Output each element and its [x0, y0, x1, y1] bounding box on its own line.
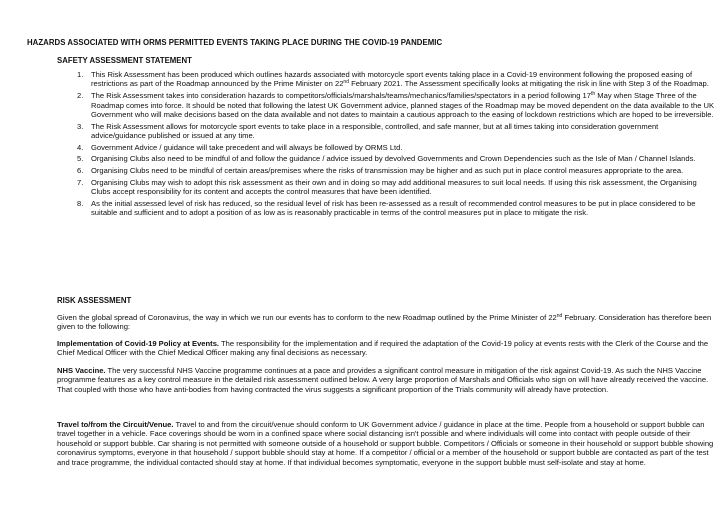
- risk-assessment-heading: RISK ASSESSMENT: [57, 296, 132, 305]
- list-item: 8. As the initial assessed level of risk has reduced, so the residual level of risk has been re-assessed as a result of recommended control measures to be put in place considered to be suitable and sufficient and to adopt a position of as low as is reasonably practicable in terms of the control measures put in place to mitigate the risk.: [77, 198, 696, 218]
- list-item: 3. The Risk Assessment allows for motorcycle sport events to take place in a responsible, controlled, and safe manner, but at all times taking into consideration government advice/guidance published or issued at any time.: [77, 121, 659, 141]
- section-heading: Travel to/from the Circuit/Venue.: [57, 420, 174, 429]
- nhs-vaccine-section: NHS Vaccine. The very successful NHS Vaccine programme continues at a pace and provides a significant control measure in mitigation of the risk against Covid-19. As such the NHS Vaccine programme features as a key control measure in the detailed risk assessment outlined below. A very large proportion of Marshals and Officials who sign on will have already received the vaccine. That coupled with those who have anti-bodies from having contracted the virus suggests a significant proportion of the Trials community will already have protection.: [57, 366, 709, 394]
- list-item: 6. Organising Clubs need to be mindful of certain areas/premises where the risks of transmission may be higher and as such put in place control measures appropriate to the area.: [77, 166, 684, 176]
- list-item: 4. Government Advice / guidance will take precedent and will always be followed by ORMS Ltd.: [77, 142, 403, 152]
- list-item: 7. Organising Clubs may wish to adopt this risk assessment as their own and in doing so may add additional measures to suit local needs. If using this risk assessment, the Organising Clubs accept responsibility for its content and accepts the control measures that have been identified.: [77, 177, 697, 197]
- document-title: HAZARDS ASSOCIATED WITH ORMS PERMITTED EVENTS TAKING PLACE DURING THE COVID-19 PANDEMIC: [27, 38, 443, 47]
- travel-section: Travel to/from the Circuit/Venue. Travel to and from the circuit/venue should conform to UK Government advice / guidance in place at the time. People from a household or support bubble can travel together in a vehicle. Face coverings should be worn in a confined space where social distancing isn't possible and where individuals will come into contact with people outside of their household or support bubble. Car sharing is not permitted with someone outside of a household or support bubble. Competitors / Officials or someone in their household or support bubble showing coronavirus symptoms, everyone in that household / support bubble should stay at home. If a competitor / official or a member of the household or support bubble are contacted as part of the test and trace programme, the individual contacted should stay at home. If that individual becomes symptomatic, everyone in the support bubble must self-isolate and stay at home.: [57, 420, 714, 467]
- covid-policy-section: Implementation of Covid-19 Policy at Events. The responsibility for the implementation and if required the adaptation of the Covid-19 policy at events rests with the Clerk of the Course and the Chief Medical Officer with the Chief Medical Officer making any final decisions as necessary.: [57, 339, 709, 358]
- intro-paragraph: Given the global spread of Coronavirus, the way in which we run our events has to conform to the new Roadmap outlined by the Prime Minister of 22nd February. Consideration has therefore been given to the following:: [57, 313, 712, 332]
- statement-list: [77, 70, 715, 220]
- section-heading: Implementation of Covid-19 Policy at Events.: [57, 339, 220, 348]
- list-item: 2. The Risk Assessment takes into consideration hazards to competitors/officials/marshals/teams/mechanics/families/spectators in a period following 17th May when Stage Three of the Roadmap comes into force. It should be noted that following the latest UK Government advice, planned stages of the Roadmap may be moved dependent on the data available to the UK Government who will make decisions based on the data available and not dates to maintain a cautious approach to the easing of lockdown restrictions which are hoped to be irreversible.: [77, 91, 715, 119]
- section-heading: NHS Vaccine.: [57, 366, 106, 375]
- list-item: 5. Organising Clubs also need to be mindful of and follow the guidance / advice issued by devolved Governments and Crown Dependencies such as the Isle of Man / Channel Islands.: [77, 154, 696, 164]
- list-item: 1. This Risk Assessment has been produced which outlines hazards associated with motorcycle sport events taking place in a Covid-19 environment following the proposed easing of restrictions as part of the Roadmap announced by the Prime Minister on 22nd February 2021. The Assessment specifically looks at mitigating the risk in line with Step 3 of the Roadmap.: [77, 70, 709, 89]
- safety-assessment-heading: SAFETY ASSESSMENT STATEMENT: [57, 56, 192, 65]
